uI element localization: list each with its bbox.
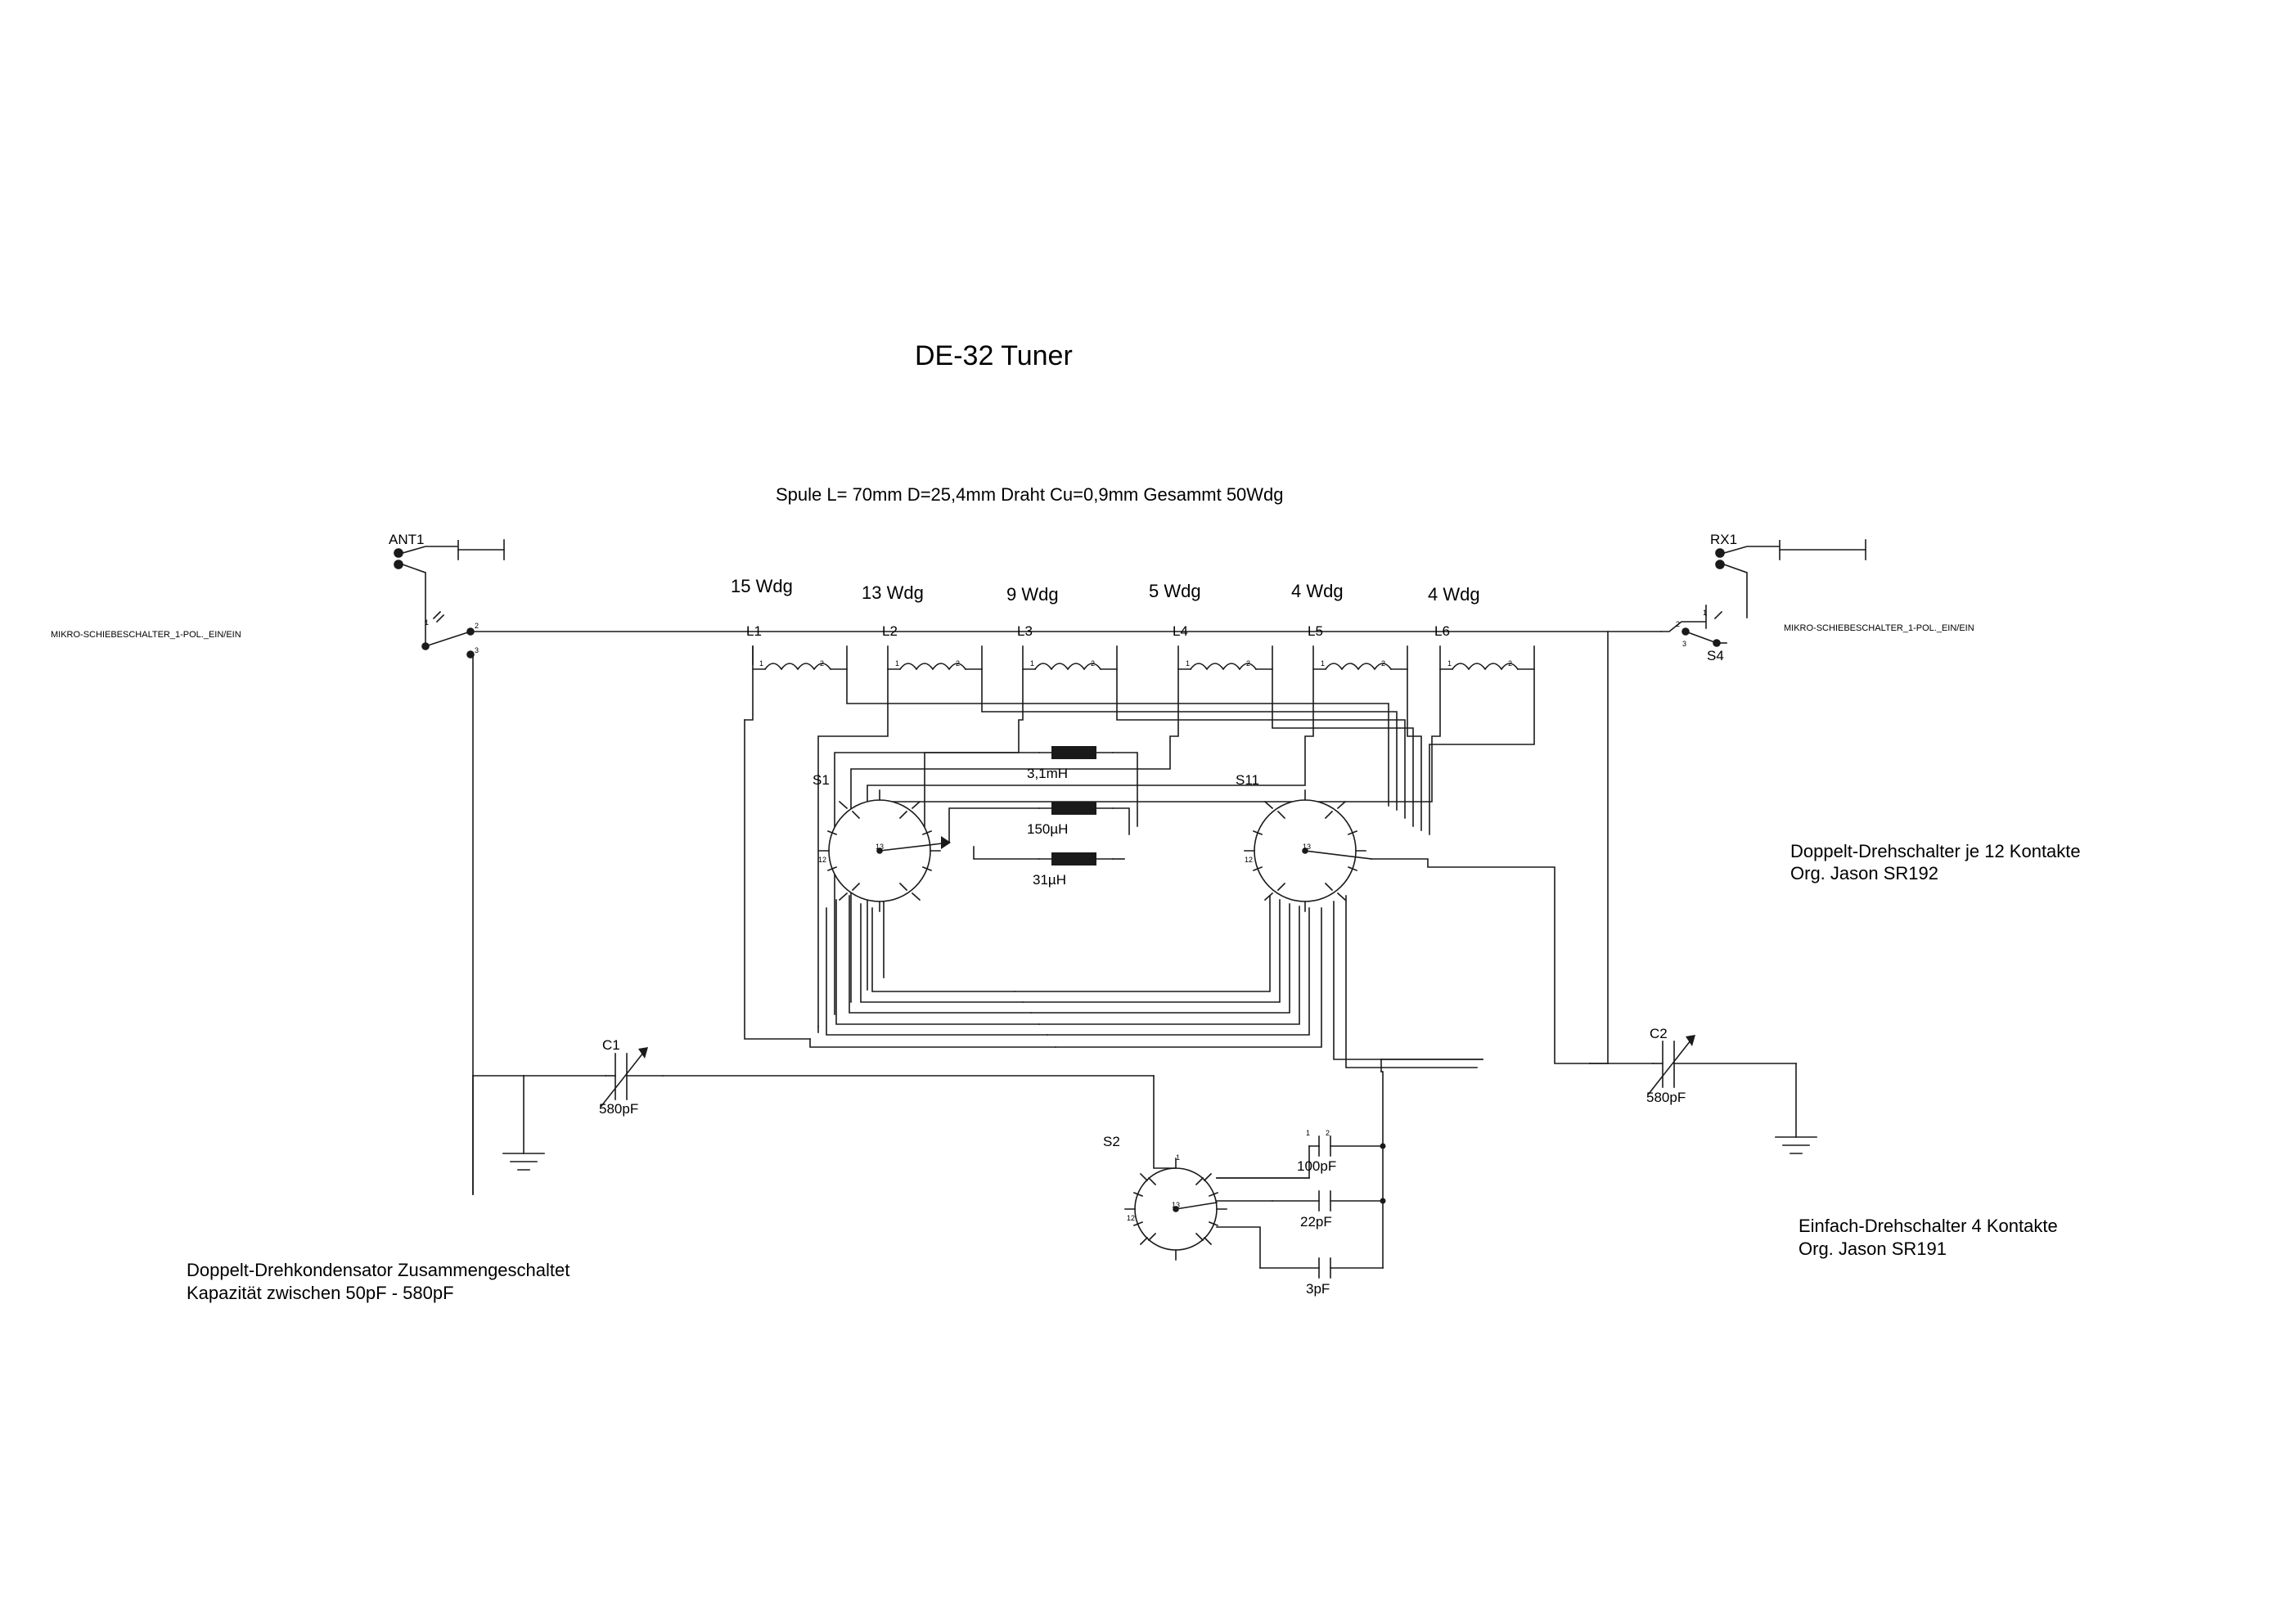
fixed-cap-pin-1: 1 xyxy=(1306,1129,1311,1137)
note-rotary-12-part: Org. Jason SR192 xyxy=(1790,863,1938,883)
tap-bus-right xyxy=(847,646,1534,834)
ant-terminal-symbol xyxy=(394,540,504,622)
l2-pin-1: 1 xyxy=(895,659,900,668)
note-rotary-12: Doppelt-Drehschalter je 12 Kontakte xyxy=(1790,841,2081,861)
right-switch-pin-1: 1 xyxy=(1703,609,1708,617)
l3-pin-2: 2 xyxy=(1091,659,1096,668)
fixed-capacitors xyxy=(1217,1047,1483,1278)
winding-ref-l1: L1 xyxy=(746,623,762,639)
note-cap-2: Kapazität zwischen 50pF - 580pF xyxy=(187,1283,454,1303)
fixed-inductors xyxy=(916,746,1137,865)
switch-label-s1: S1 xyxy=(813,772,830,788)
note-rotary-4: Einfach-Drehschalter 4 Kontakte xyxy=(1799,1216,2058,1236)
l3-pin-1: 1 xyxy=(1030,659,1035,668)
s2-pin-1: 1 xyxy=(1176,1153,1181,1162)
l4-pin-1: 1 xyxy=(1186,659,1191,668)
winding-ref-l2: L2 xyxy=(882,623,898,639)
s11-pin-12: 12 xyxy=(1245,856,1254,864)
fixed-cap-value-2: 22pF xyxy=(1300,1214,1332,1230)
note-rotary-4-part: Org. Jason SR191 xyxy=(1799,1239,1947,1259)
winding-ref-l6: L6 xyxy=(1434,623,1450,639)
s1-pin-12: 12 xyxy=(818,856,827,864)
left-switch-note: MIKRO-SCHIEBESCHALTER_1-POL._EIN/EIN xyxy=(51,630,241,640)
cap-value-c2: 580pF xyxy=(1646,1090,1686,1105)
s2-pin-13: 13 xyxy=(1172,1201,1181,1209)
l5-pin-1: 1 xyxy=(1321,659,1326,668)
winding-turns-1: 15 Wdg xyxy=(731,576,793,596)
cap-ref-c1: C1 xyxy=(602,1037,620,1053)
winding-turns-4: 5 Wdg xyxy=(1149,581,1201,601)
cap-value-c1: 580pF xyxy=(599,1101,639,1117)
fixed-cap-value-1: 100pF xyxy=(1297,1158,1337,1174)
left-switch-pin-1: 1 xyxy=(425,618,430,627)
fixed-cap-pin-2: 2 xyxy=(1326,1129,1330,1137)
coil-spec-note: Spule L= 70mm D=25,4mm Draht Cu=0,9mm Gesammt 50Wdg xyxy=(776,484,1284,505)
s4-label: S4 xyxy=(1707,648,1724,663)
right-switch-pin-2: 2 xyxy=(1676,620,1681,628)
right-switch-note: MIKRO-SCHIEBESCHALTER_1-POL._EIN/EIN xyxy=(1784,623,1974,633)
inductor-value-1: 3,1mH xyxy=(1027,766,1069,781)
variable-capacitor-c1 xyxy=(473,1047,1154,1194)
ant-terminal-label: ANT1 xyxy=(389,532,425,547)
l6-pin-2: 2 xyxy=(1508,659,1513,668)
winding-ref-l4: L4 xyxy=(1173,623,1188,639)
left-switch-pin-2: 2 xyxy=(475,622,479,630)
return-bus xyxy=(810,896,1483,1068)
cap-ref-c2: C2 xyxy=(1650,1026,1668,1041)
rx-terminal-label: RX1 xyxy=(1710,532,1738,547)
rx-terminal-symbol xyxy=(1716,540,1866,618)
s1-pin-13: 13 xyxy=(876,843,885,851)
s2-pin-12: 12 xyxy=(1127,1214,1136,1222)
note-cap-1: Doppelt-Drehkondensator Zusammengeschaltet xyxy=(187,1260,570,1280)
l6-pin-1: 1 xyxy=(1447,659,1452,668)
winding-turns-2: 13 Wdg xyxy=(862,582,924,603)
l4-pin-2: 2 xyxy=(1246,659,1251,668)
fixed-cap-value-3: 3pF xyxy=(1306,1281,1330,1297)
winding-ref-l5: L5 xyxy=(1308,623,1323,639)
page-title: DE-32 Tuner xyxy=(915,340,1073,371)
s11-pin-13: 13 xyxy=(1303,843,1312,851)
winding-turns-6: 4 Wdg xyxy=(1428,584,1480,605)
winding-turns-5: 4 Wdg xyxy=(1291,581,1344,601)
left-switch-pin-3: 3 xyxy=(475,646,479,654)
l5-pin-2: 2 xyxy=(1381,659,1386,668)
rotary-switch-s2 xyxy=(1125,1076,1227,1260)
switch-label-s11: S11 xyxy=(1236,772,1259,788)
l1-pin-1: 1 xyxy=(759,659,764,668)
winding-ref-l3: L3 xyxy=(1017,623,1033,639)
winding-turns-3: 9 Wdg xyxy=(1006,584,1059,605)
l2-pin-2: 2 xyxy=(956,659,961,668)
right-switch-pin-3: 3 xyxy=(1682,640,1687,648)
right-slide-switch xyxy=(1590,605,1727,1063)
coil-chain xyxy=(753,646,1661,669)
rotary-switch-s1 xyxy=(819,790,951,911)
rotary-switch-s11 xyxy=(1245,790,1590,1063)
inductor-value-3: 31µH xyxy=(1033,872,1066,888)
inductor-value-2: 150µH xyxy=(1027,821,1069,837)
switch-label-s2: S2 xyxy=(1103,1134,1120,1149)
variable-capacitor-c2 xyxy=(1590,1035,1817,1153)
l1-pin-2: 2 xyxy=(820,659,825,668)
